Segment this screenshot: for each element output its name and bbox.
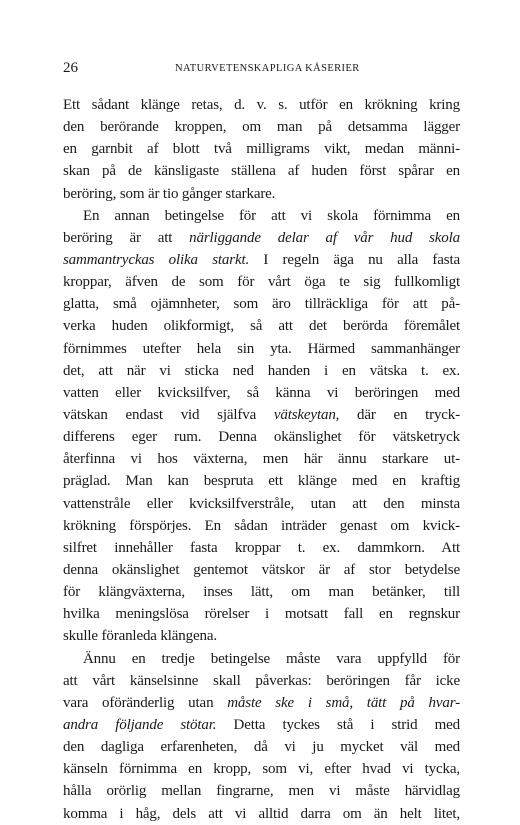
- text-line: [63, 183, 460, 205]
- page-number: 26: [63, 60, 78, 76]
- italic-text-segment: måste ske i små, tätt på hvar-: [227, 694, 460, 711]
- text-segment: känseln förnimma en kropp, som vi, efter hvad vi tycka,: [63, 761, 460, 778]
- body-text: [63, 94, 460, 825]
- text-line: [63, 94, 460, 116]
- text-line: [63, 404, 460, 426]
- text-segment: den berörande kroppen, om man på detsamma lägger: [63, 119, 460, 136]
- text-segment: Ett sådant klänge retas, d. v. s. utför en krökning kring: [63, 97, 460, 113]
- text-line: [63, 470, 460, 492]
- text-line: [63, 116, 460, 138]
- text-line: [63, 692, 460, 714]
- text-segment: I regeln äga nu alla fasta: [249, 251, 460, 268]
- text-line: [63, 625, 460, 647]
- text-segment: glatta, små ojämnheter, som äro tillräckliga för att på-: [63, 296, 460, 313]
- text-segment: verka huden olikformigt, så att det berörda föremålet: [63, 318, 460, 335]
- italic-text-segment: andra följande stötar.: [63, 716, 217, 733]
- book-page: [63, 60, 460, 825]
- text-line: [63, 648, 460, 670]
- text-segment: komma i håg, dels att vi alltid darra om än helt litet,: [63, 805, 460, 822]
- text-segment: En annan betingelse för att vi skola förnimma en: [83, 207, 460, 224]
- italic-text-segment: närliggande delar af vår hud skola: [189, 229, 461, 246]
- text-line: [63, 138, 460, 160]
- text-segment: vätskan endast vid själfva: [63, 406, 274, 423]
- text-line: [63, 493, 460, 515]
- text-line: [63, 249, 460, 271]
- text-segment: för klängväxterna, inses lätt, om man betänker, till: [63, 584, 460, 601]
- text-line: [63, 160, 460, 182]
- text-segment: präglad. Man kan bespruta ett klänge med en kraftig: [63, 473, 460, 490]
- text-segment: hålla orörlig mellan fingrarne, men vi måste härvidlag: [63, 783, 460, 800]
- text-line: [63, 382, 460, 404]
- text-segment: skulle föranleda klängena.: [63, 628, 217, 645]
- text-line: [63, 581, 460, 603]
- text-line: [63, 315, 460, 337]
- text-segment: differens eger rum. Denna okänslighet för vätsketryck: [63, 429, 460, 446]
- text-line: [63, 803, 460, 825]
- text-line: [63, 426, 460, 448]
- text-segment: återfinna vi hos växterna, men här ännu starkare ut-: [63, 451, 460, 468]
- text-line: [63, 603, 460, 625]
- text-line: [63, 205, 460, 227]
- text-segment: hvilka meningslösa rörelser i motsatt fall en regnskur: [63, 606, 460, 623]
- text-line: [63, 736, 460, 758]
- text-line: [63, 360, 460, 382]
- text-segment: vatten eller kvicksilfver, så känna vi beröringen med: [63, 384, 460, 401]
- text-segment: skan på de känsligaste ställena af huden först spårar en: [63, 163, 460, 180]
- text-line: [63, 338, 460, 360]
- text-segment: Detta tyckes stå i strid med: [216, 716, 460, 733]
- text-segment: det, att när vi sticka ned handen i en vätska t. ex.: [63, 362, 460, 379]
- running-head: [63, 60, 460, 82]
- text-segment: kroppar, äfven de som för vårt öga te sig fullkomligt: [63, 274, 460, 291]
- text-segment: silfret innehåller fasta kroppar t. ex. dammkorn. Att: [63, 539, 460, 556]
- text-line: [63, 271, 460, 293]
- text-segment: där en tryck-: [339, 406, 460, 423]
- text-segment: denna okänslighet gentemot vätskor är af stor betydelse: [63, 561, 460, 578]
- text-line: [63, 714, 460, 736]
- text-segment: beröring är att: [63, 229, 190, 246]
- text-segment: vattenstråle eller kvicksilfverstråle, utan att den minsta: [63, 495, 460, 512]
- running-head-title: NATURVETENSKAPLIGA KÅSERIER: [175, 63, 360, 74]
- text-segment: vara oföränderlig utan: [63, 694, 228, 711]
- text-line: [63, 780, 460, 802]
- text-line: [63, 537, 460, 559]
- text-line: [63, 559, 460, 581]
- text-segment: att vårt känselsinne skall påverkas: beröringen får icke: [63, 672, 460, 689]
- text-line: [63, 293, 460, 315]
- text-segment: Ännu en tredje betingelse måste vara uppfylld för: [83, 650, 460, 667]
- text-line: [63, 758, 460, 780]
- text-segment: krökning förspörjes. En sådan inträder genast om kvick-: [63, 517, 460, 534]
- text-line: [63, 515, 460, 537]
- text-segment: den dagliga erfarenheten, då vi ju mycket väl med: [63, 739, 460, 756]
- italic-text-segment: sammantryckas olika starkt.: [63, 251, 250, 268]
- text-line: [63, 448, 460, 470]
- italic-text-segment: vätskeytan,: [273, 406, 340, 423]
- text-segment: beröring, som är tio gånger starkare.: [63, 185, 276, 202]
- text-segment: förnimmes utefter hela sin yta. Härmed sammanhänger: [63, 340, 460, 357]
- text-line: [63, 670, 460, 692]
- text-segment: en garnbit af blott två milligrams vikt, medan männi-: [63, 141, 460, 158]
- text-line: [63, 227, 460, 249]
